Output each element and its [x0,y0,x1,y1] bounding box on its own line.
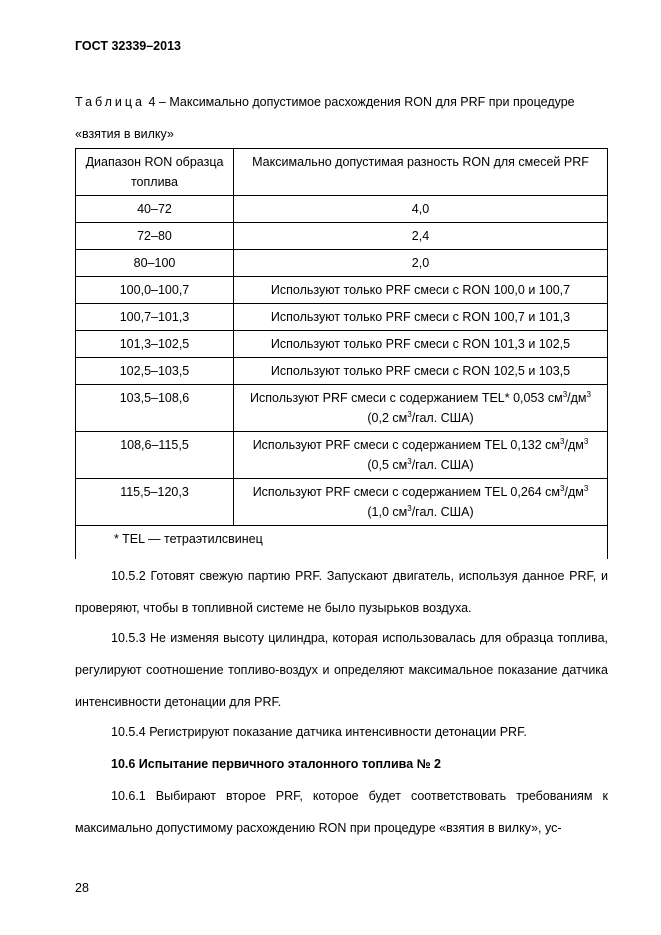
superscript: 3 [407,503,412,513]
table-row [76,304,608,331]
range-cell: 101,3–102,5 [76,331,234,358]
table-row [76,331,608,358]
paragraph-10-5-3: 10.5.3 Не изменяя высоту цилиндра, которая использовалась для образца топлива, регулируют соотношение топливо-воздух и определяют максимальное показание датчика интенсивности детонации для PRF. [75,631,608,709]
value-text: Используют PRF смеси с содержанием TEL 0,264 см [252,485,561,499]
value-cell: 2,0 [234,250,608,277]
value-cell: Используют только PRF смеси с RON 101,3 и 102,5 [234,331,608,358]
header-cell: Максимально допустимая разность RON для смесей PRF [234,149,608,196]
table-caption-text: 4 – Максимально допустимое расхождения RON для PRF при процедуре «взятия в вилку» [75,95,575,141]
table-row [76,250,608,277]
table-row [76,196,608,223]
value-text: (0,2 см [367,411,408,425]
superscript: 3 [562,389,568,399]
table-caption-lead: Таблица [75,95,146,109]
value-cell: 2,4 [234,223,608,250]
unit-text: /гал. США) [411,505,474,519]
superscript: 3 [560,436,565,446]
table-header-row [76,149,608,196]
paragraph-10-5-2: 10.5.2 Готовят свежую партию PRF. Запускают двигатель, используя данное PRF, и проверяют, чтобы в топливной системе не было пузырьков воздуха. [75,569,608,615]
table-caption [75,86,608,150]
unit-text: /гал. США) [411,411,474,425]
superscript: 3 [407,409,412,419]
range-cell: 115,5–120,3 [76,479,234,526]
ron-tolerance-table [75,148,608,559]
value-text: Используют PRF смеси с содержанием TEL* 0,053 см [250,391,563,405]
header-cell: Диапазон RON образца топлива [76,149,234,196]
superscript: 3 [583,436,589,446]
value-cell [234,385,608,432]
superscript: 3 [583,483,589,493]
range-cell: 100,7–101,3 [76,304,234,331]
value-text: Используют PRF смеси с содержанием TEL 0,132 см [252,438,561,452]
page-number: 28 [75,881,89,895]
table-footnote-row [76,526,608,560]
superscript: 3 [560,483,565,493]
range-cell: 40–72 [76,196,234,223]
value-cell: Используют только PRF смеси с RON 100,0 и 100,7 [234,277,608,304]
value-cell [234,479,608,526]
table-row [76,277,608,304]
table-row [76,385,608,432]
unit-text: /дм [564,438,584,452]
value-cell: Используют только PRF смеси с RON 102,5 и 103,5 [234,358,608,385]
table-row [76,479,608,526]
range-cell: 80–100 [76,250,234,277]
paragraph-10-5-4: 10.5.4 Регистрируют показание датчика интенсивности детонации PRF. [111,725,527,739]
value-text: (1,0 см [367,505,408,519]
value-cell: 4,0 [234,196,608,223]
range-cell: 72–80 [76,223,234,250]
value-cell [234,432,608,479]
paragraph-10-6-1: 10.6.1 Выбирают второе PRF, которое будет соответствовать требованиям к максимально допустимому расхождению RON при процедуре «взятия в вилку», ус- [75,789,608,835]
unit-text: /дм [567,391,587,405]
range-cell: 102,5–103,5 [76,358,234,385]
value-text: (0,5 см [367,458,408,472]
table-footnote: * TEL — тетраэтилсвинец [76,526,608,560]
unit-text: /дм [564,485,584,499]
table-row [76,223,608,250]
unit-text: /гал. США) [411,458,474,472]
page-header: ГОСТ 32339–2013 [75,39,181,53]
section-heading-10-6: 10.6 Испытание первичного эталонного топлива № 2 [111,757,441,771]
range-cell: 108,6–115,5 [76,432,234,479]
range-cell: 100,0–100,7 [76,277,234,304]
value-cell: Используют только PRF смеси с RON 100,7 и 101,3 [234,304,608,331]
table-row [76,358,608,385]
range-cell: 103,5–108,6 [76,385,234,432]
superscript: 3 [407,456,412,466]
superscript: 3 [586,389,591,399]
table-row [76,432,608,479]
